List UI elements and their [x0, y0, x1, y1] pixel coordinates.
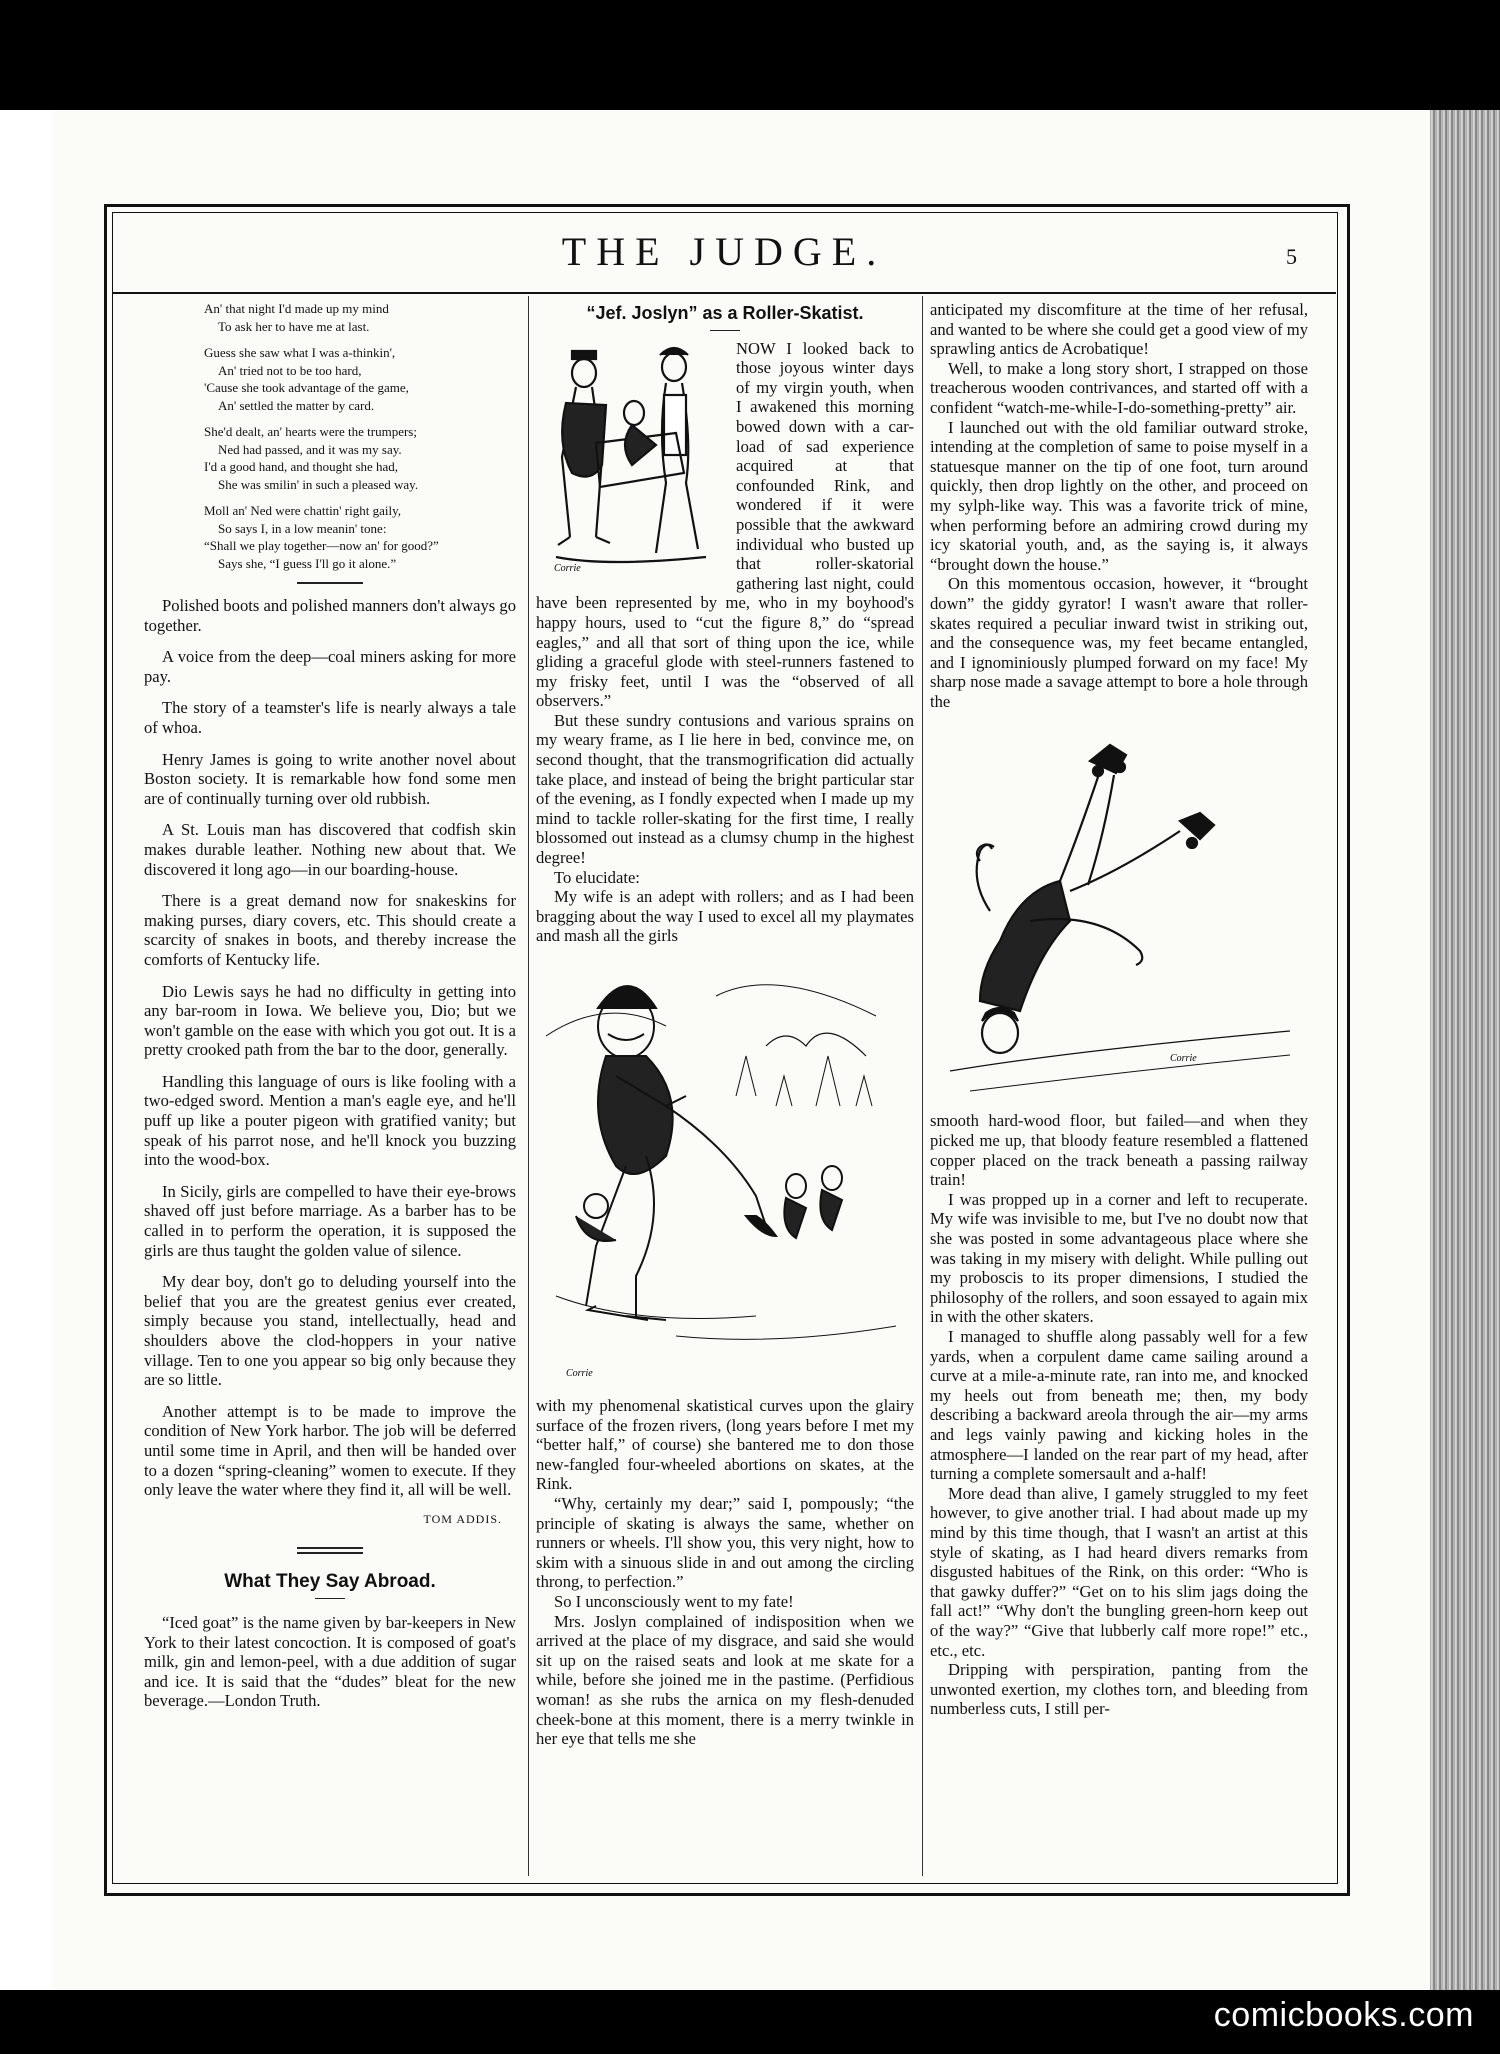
- paragraph: The story of a teamster's life is nearly always a tale of whoa.: [144, 698, 516, 737]
- paragraph: Polished boots and polished manners don't always go together.: [144, 596, 516, 635]
- poem-line: An' settled the matter by card.: [218, 397, 375, 413]
- paragraph: There is a great demand now for snakeskins for making purses, diary covers, etc. This should create a scarcity of snakes in boots, and thereby increase the comforts of Kentucky life.: [144, 891, 516, 969]
- poem-line: She'd dealt, an' hearts were the trumpers;: [204, 424, 417, 439]
- poem-line: Ned had passed, and it was my say.: [218, 441, 402, 457]
- poem-line: Moll an' Ned were chattin' right gaily,: [204, 503, 401, 518]
- section-title: What They Say Abroad.: [224, 1571, 436, 1593]
- poem-line: Says she, “I guess I'll go it alone.”: [218, 555, 397, 571]
- paragraph: So I unconsciously went to my fate!: [554, 1591, 794, 1611]
- paragraph: Dio Lewis says he had no difficulty in getting into any bar-room in Iowa. We believe you, Dio; but we won't gamble on the ease with which you got out. It is a pretty crooked path from the bar to the door, generally.: [144, 981, 516, 1060]
- poem-line: “Shall we play together—now an' for good?”: [204, 538, 439, 553]
- title-rule: [315, 1598, 345, 1599]
- artist-signature: Corrie: [566, 1368, 593, 1379]
- poem-stanza: [204, 344, 516, 414]
- article-title: “Jef. Joslyn” as a Roller-Skatist.: [586, 303, 864, 323]
- paragraph: I launched out with the old familiar outward stroke, intending at the completion of same to poise myself in a statuesque manner on the tip of one foot, turn around quickly, then drop lightly on the other, and proceed on my sylph-like way. This was a favorite trick of mine, when performing before an admiring crowd during my icy skatorial youth, and, as the saying is, it always “brought down the house.”: [930, 417, 1308, 574]
- paragraph: Handling this language of ours is like fooling with a two-edged sword. Mention a man's eagle eye, and he'll puff up like a pouter pigeon with gratified vanity; but speak of his parrot nose, and he'll knock you buzzing into the wood-box.: [144, 1071, 516, 1170]
- artist-signature: Corrie: [554, 562, 581, 573]
- column-2: [536, 300, 914, 1749]
- paragraph: Another attempt is to be made to improve the condition of New York harbor. The job will be deferred until some time in April, and then will be handed over to a dozen “spring-cleaning” women to execute. If they only leave the water where they find it, all will be well.: [144, 1401, 516, 1500]
- masthead-rule: [112, 292, 1336, 294]
- poem-line: 'Cause she took advantage of the game,: [204, 380, 409, 395]
- poem-line: An' that night I'd made up my mind: [204, 301, 389, 316]
- artist-signature: Corrie: [1170, 1053, 1197, 1065]
- paragraph: with my phenomenal skatistical curves upon the glairy surface of the frozen rivers, (long years before I met my “better half,” of course) she bantered me to don those new-fangled four-wheeled abortions on skates, at the Rink.: [536, 1396, 914, 1494]
- separator-rule: [297, 582, 363, 584]
- paragraph: “Why, certainly my dear;” said I, pompously; “the principle of skating is always the same, whether on runners or wheels. I'll show you, this very night, how to skim with a sinuous slide in and out among the circling throng, to perfection.”: [536, 1493, 914, 1592]
- scan-top-border: [0, 0, 1500, 110]
- paragraph: My dear boy, don't go to deluding yourself into the belief that you are the greatest genius ever created, simply because you stand, intellectually, head and shoulders above the clod-hoppers in your native village. Ten to one you appear so big only because they are so little.: [144, 1272, 516, 1390]
- ice-skater-illustration: [536, 956, 914, 1386]
- byline: TOM ADDIS.: [423, 1511, 502, 1526]
- paragraph: Henry James is going to write another novel about Boston society. It is remarkable how fond some men are of continually turning over old rubbish.: [144, 749, 516, 808]
- poem-line: An' tried not to be too hard,: [218, 362, 362, 378]
- illustration-falling-skater: [930, 721, 1308, 1101]
- poem-stanza: [204, 300, 516, 335]
- paragraph: On this momentous occasion, however, it “brought down” the giddy gyrator! I wasn't aware that roller-skates required a peculiar inward twist in striking out, and the consequence was, my feet became entangled, and I ignominiously plumped forward on my face! My sharp nose made a savage attempt to bore a hole through the: [930, 574, 1308, 711]
- paragraph: But these sundry contusions and various sprains on my weary frame, as I lie here in bed, convince me, on second thought, that the transmogrification did actually take place, and instead of being the bright particular star of the evening, as I fondly expected when I made up my mind to tackle roller-skating for the first time, I really blossomed out instead as a clumsy chump in the highest degree!: [536, 710, 914, 868]
- paragraph: “Iced goat” is the name given by bar-keepers in New York to their latest concoction. It is composed of goat's milk, gin and lemon-peel, with a due addition of sugar and ice. It is said that the “dudes” bleat for the new beverage.—London Truth.: [144, 1612, 516, 1711]
- paragraph: anticipated my discomfiture at the time of her refusal, and wanted to be where she could get a good view of my sprawling antics de Acrobatique!: [930, 300, 1308, 359]
- facing-page-edge: [0, 110, 52, 1990]
- book-binding-edge: [1430, 110, 1500, 1990]
- falling-skater-illustration: [930, 721, 1308, 1101]
- poem-line: Guess she saw what I was a-thinkin',: [204, 345, 396, 360]
- paragraph: To elucidate:: [554, 867, 640, 887]
- article-intro: NOW I looked back to those joyous winter days of my virgin youth, when I awakened this morning bowed down with a car-load of sad experience acquired at that confounded Rink, and wondered if it were possible that the awkward individual who busted up that roller-skatorial gathering last night, could have been represented by me, who in my boyhood's happy hours, used to “cut the figure 8,” do “spread eagles,” and all that sort of thing upon the ice, while gliding a graceful glode with steel-runners fastened to my frisky feet, until I was the “observed of all observers.”: [536, 338, 914, 711]
- paragraph: I was propped up in a corner and left to recuperate. My wife was invisible to me, but I've no doubt now that she was posted in some advantageous place where she was taking in my misery with delight. While pulling out my proboscis to its proper dimensions, I studied the philosophy of the rollers, and soon essayed to again mix in with the other skaters.: [930, 1189, 1308, 1327]
- illustration-skater-on-ice: [536, 956, 914, 1386]
- masthead-title: THE JUDGE.: [561, 229, 887, 274]
- column-divider-2: [922, 296, 923, 1876]
- poem-stanza: [204, 502, 516, 572]
- paragraph: A voice from the deep—coal miners asking for more pay.: [144, 647, 516, 686]
- paragraph: Well, to make a long story short, I strapped on those treacherous wooden contrivances, and started off with a confident “watch-me-while-I-do-something-pretty” air.: [930, 358, 1308, 417]
- poem-line: She was smilin' in such a pleased way.: [218, 476, 419, 492]
- paragraph: Dripping with perspiration, panting from the unwonted exertion, my clothes torn, and bleeding from numberless cuts, I still per-: [930, 1660, 1308, 1719]
- paragraph: In Sicily, girls are compelled to have their eye-brows shaved off just before marriage. As a barber has to be called in to perform the operation, it is supposed the girls are thus taught the golden value of silence.: [144, 1181, 516, 1260]
- poem-stanza: [204, 423, 516, 493]
- double-rule: [297, 1547, 363, 1554]
- poem-line: So says I, in a low meanin' tone:: [218, 520, 387, 536]
- illustration-carried-man: [536, 343, 726, 578]
- poem-line: I'd a good hand, and thought she had,: [204, 459, 399, 474]
- paragraph: I managed to shuffle along passably well for a few yards, when a corpulent dame came sailing around a curve at a mile-a-minute rate, ran into me, and knocked my heels out from beneath me; then, my body describing a backward areola through the air—my arms and legs vainly pawing and kicking holes in the atmosphere—I landed on the rear part of my head, after turning a complete somersault and a-half!: [930, 1327, 1308, 1484]
- column-1: [144, 300, 516, 1723]
- column-3: [930, 300, 1308, 1719]
- paragraph: Mrs. Joslyn complained of indisposition when we arrived at the place of my disgrace, and said she would sit up on the raised seats and look at me skate for a while, before she joined me in the pastime. (Perfidious woman! as she rubs the arnica on my flesh-denuded cheek-bone at this moment, there is a merry twinkle in her eye that tells me she: [536, 1611, 914, 1749]
- title-rule: [710, 330, 740, 331]
- poem-line: To ask her to have me at last.: [218, 318, 370, 334]
- poem: [204, 300, 516, 572]
- two-men-carrying-figure-illustration: [536, 343, 726, 573]
- paragraph: A St. Louis man has discovered that codfish skin makes durable leather. Nothing new about that. We discovered it long ago—in our boarding-house.: [144, 820, 516, 879]
- paragraph: More dead than alive, I gamely struggled to my feet however, to give another trial. I had about made up my mind by this time though, that I wasn't an artist at this style of skating, as I had heard divers remarks from disgusted habitues of the Rink, on this order: “Who is that gawky duffer?” “Get on to his slim jags doing the fall act!” “Why don't the bungling green-horn keep out of the way?” “Give that lubberly calf more rope!” etc., etc., etc.: [930, 1483, 1308, 1660]
- paragraph: smooth hard-wood floor, but failed—and when they picked me up, that bloody feature resembled a flattened copper placed on the track beneath a passing railway train!: [930, 1111, 1308, 1190]
- paragraph: My wife is an adept with rollers; and as I had been bragging about the way I used to excel all my playmates and mash all the girls: [536, 887, 914, 946]
- column-divider-1: [528, 296, 529, 1876]
- page-number: 5: [1286, 244, 1297, 269]
- watermark: comicbooks.com: [1213, 1996, 1474, 2034]
